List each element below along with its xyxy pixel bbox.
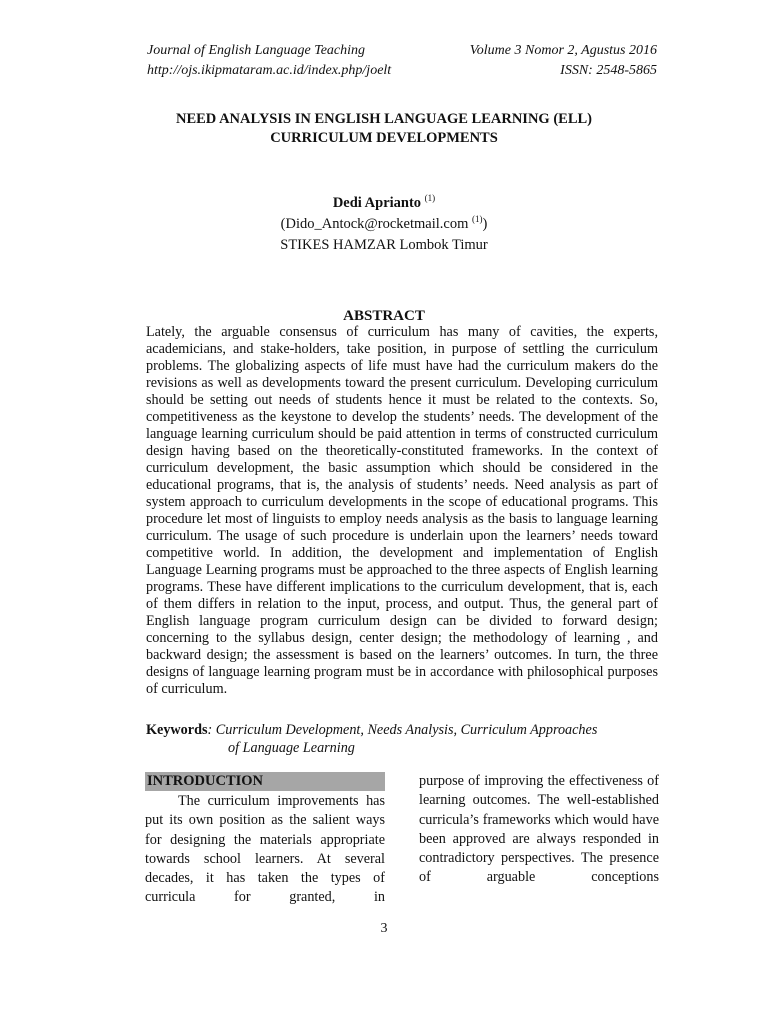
introduction-left-column: The curriculum improvements has put its own position as the salient ways for designing the materials appropriate towards school learners. At several decades, it has taken the types of curricula for granted, in xyxy=(145,793,385,906)
author-email-line xyxy=(110,214,658,235)
keywords-line2: of Language Learning xyxy=(228,740,355,756)
author-mark: (1) xyxy=(424,193,436,203)
abstract-heading: ABSTRACT xyxy=(343,308,425,324)
journal-name: Journal of English Language Teaching xyxy=(147,43,366,58)
email-close: ) xyxy=(482,216,488,232)
issn: ISSN: 2548-5865 xyxy=(560,63,657,78)
keywords xyxy=(146,721,658,757)
author-affiliation: STIKES HAMZAR Lombok Timur xyxy=(280,237,488,253)
email-mark: (1) xyxy=(472,214,483,224)
author-line xyxy=(110,193,658,214)
running-header-line2 xyxy=(147,62,657,80)
paper-title xyxy=(110,110,658,148)
journal-url[interactable]: http://ojs.ikipmataram.ac.id/index.php/joelt xyxy=(147,63,392,78)
page-number: 3 xyxy=(380,921,388,936)
title-line-1: NEED ANALYSIS IN ENGLISH LANGUAGE LEARNING (ELL) xyxy=(175,111,593,127)
abstract-text: Lately, the arguable consensus of curriculum has many of cavities, the experts, academicians, and stake-holders, take position, in purpose of settling the curriculum problems. The globalizing aspects of life must have had the curriculum makers do the revisions as well as developments toward the present curriculum. Developing curriculum should be setting out needs of students hence it must be related to the contexts. So, competitiveness as the keystone to develop the students’ needs. The development of the language learning curriculum should be paid attention in terms of constructed curriculum design having based on the theoretically-constituted frameworks. In the context of curriculum development, the basic assumption which should be considered in the educational programs, that is, the analysis of students’ needs. Need analysis as part of system approach to curriculum developments in the scope of educational programs. This procedure let most of linguists to employ needs analysis as the basis to language learning curriculum. The usage of such procedure is underlain upon the learners’ needs toward competitive world. In addition, the development and implementation of English Language Learning programs must be approached to the three aspects of English learning programs. These have different implications to the curriculum development, that is, each of them differs in relation to the input, process, and output. Thus, the general part of English language program curriculum design can be divided to forward design; concerning to the syllabus design, center design; the methodology of learning , and backward design; the assessment is based on the learners’ outcomes. In turn, the three designs of language learning program must be in accordance with philosophical purposes of curriculum. xyxy=(146,324,658,697)
author-block xyxy=(110,193,658,256)
author-email: (Dido_Antock@rocketmail.com xyxy=(280,216,472,232)
keywords-colon: : xyxy=(207,722,213,738)
keywords-label: Keywords xyxy=(146,722,208,738)
introduction-right-column: purpose of improving the effectiveness of learning outcomes. The well-established curricula’s frameworks which would have been approved are always responded in contradictory perspectives. The presence of arguable conceptions xyxy=(419,773,659,886)
running-header-line1 xyxy=(147,42,657,60)
author-name: Dedi Aprianto xyxy=(332,195,422,211)
title-line-2: CURRICULUM DEVELOPMENTS xyxy=(270,130,498,146)
keywords-line1: Curriculum Development, Needs Analysis, Curriculum Approaches xyxy=(212,722,598,738)
volume-info: Volume 3 Nomor 2, Agustus 2016 xyxy=(469,43,657,58)
introduction-heading: INTRODUCTION xyxy=(145,772,385,791)
